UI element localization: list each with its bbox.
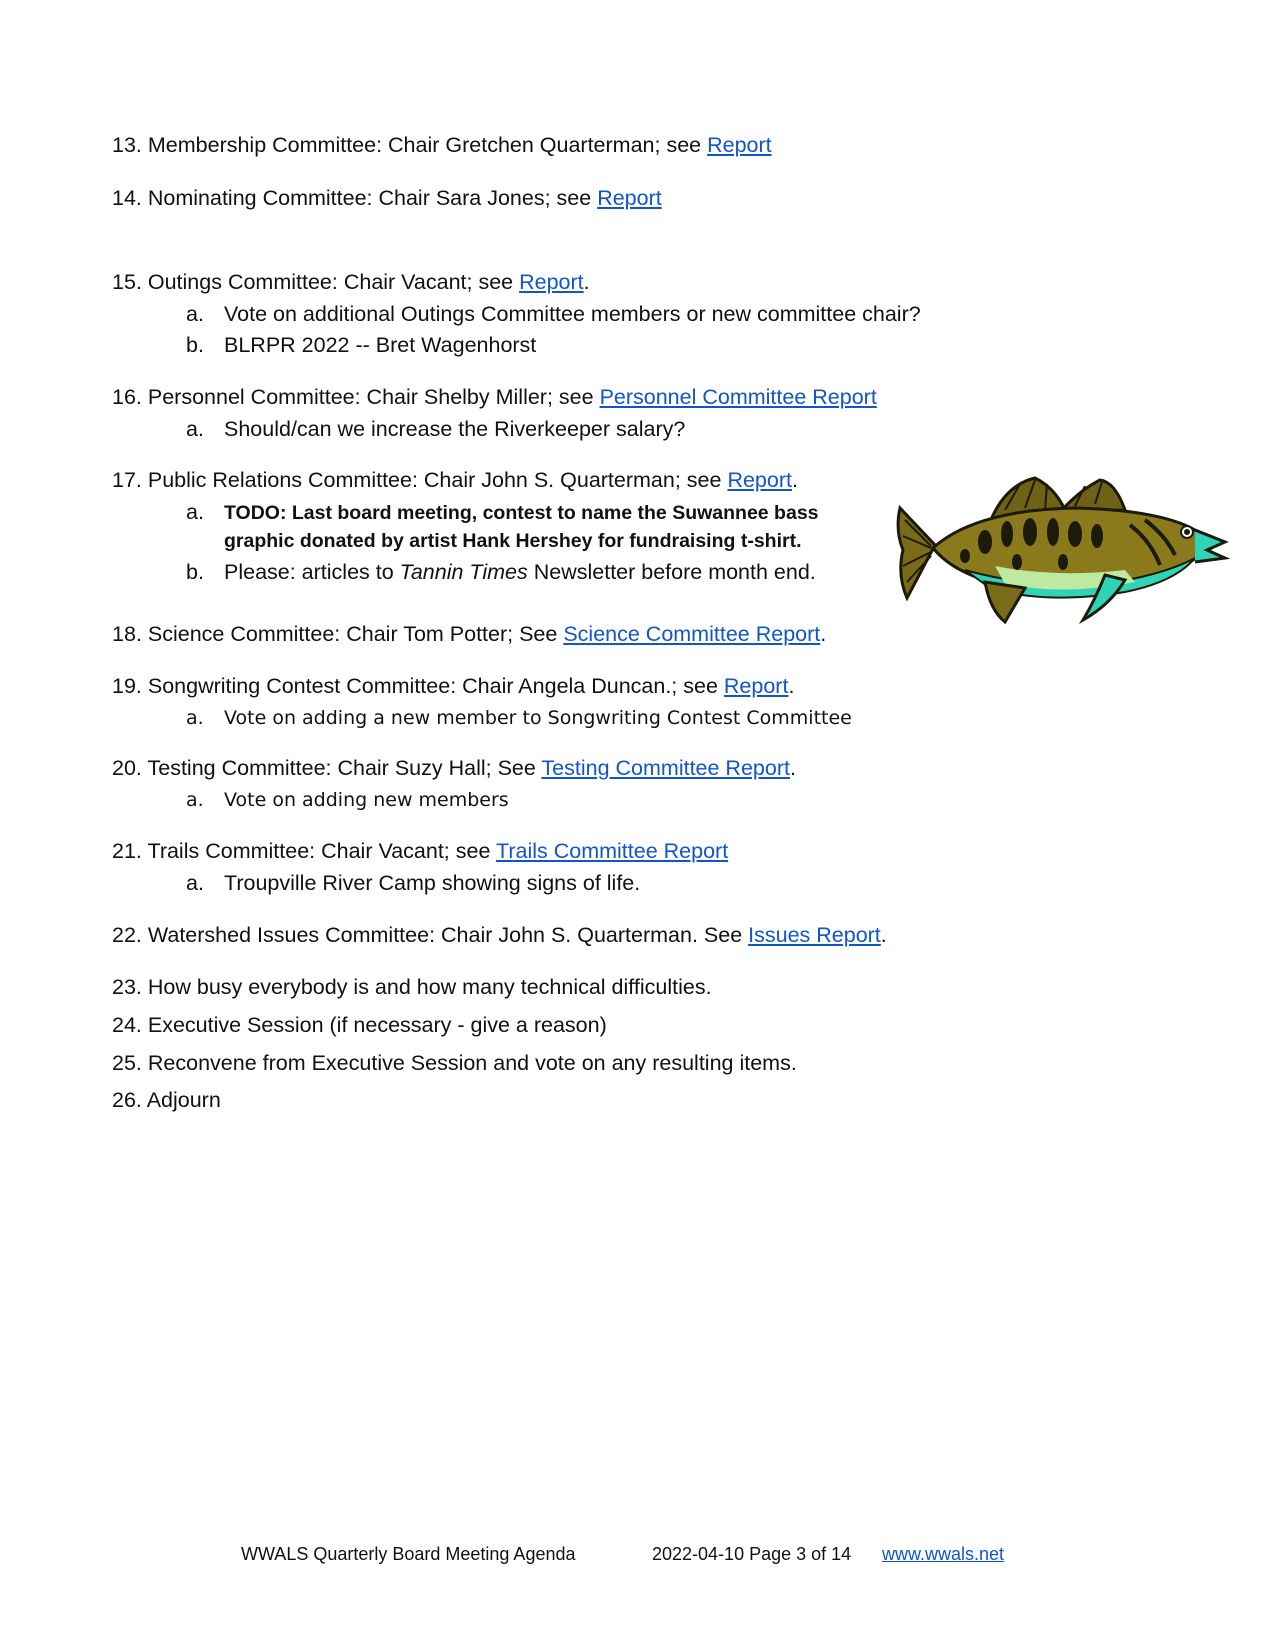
item-text: How busy everybody is and how many technical difficulties.: [147, 975, 712, 999]
personnel-report-link[interactable]: Personnel Committee Report: [599, 385, 877, 409]
sub-letter: a.: [186, 789, 204, 811]
item-number: 16.: [112, 385, 142, 409]
item-number: 15.: [112, 270, 142, 294]
item-text: Reconvene from Executive Session and vote on any resulting items.: [147, 1051, 797, 1075]
item-text: Membership Committee: Chair Gretchen Quarterman; see: [147, 133, 708, 157]
item-text: Watershed Issues Committee: Chair John S. Quarterman. See: [147, 923, 749, 947]
item-number: 13.: [112, 133, 142, 157]
issues-report-link[interactable]: Issues Report: [748, 923, 881, 947]
sub-letter: a.: [186, 417, 204, 441]
item-number: 20.: [112, 756, 142, 780]
item-number: 19.: [112, 674, 142, 698]
item-text: Science Committee: Chair Tom Potter; See: [147, 622, 564, 646]
item-text: Testing Committee: Chair Suzy Hall; See: [147, 756, 542, 780]
item-text: Trails Committee: Chair Vacant; see: [147, 839, 496, 863]
agenda-item-24: [112, 1012, 607, 1038]
trails-report-link[interactable]: Trails Committee Report: [496, 839, 729, 863]
sub-text: Should/can we increase the Riverkeeper salary?: [224, 417, 686, 441]
footer-website-link[interactable]: www.wwals.net: [882, 1544, 1005, 1564]
testing-report-link[interactable]: Testing Committee Report: [541, 756, 790, 780]
item-text: Nominating Committee: Chair Sara Jones; see: [147, 186, 598, 210]
item-punct: .: [791, 468, 798, 492]
agenda-item-20: [112, 755, 796, 781]
science-report-link[interactable]: Science Committee Report: [563, 622, 821, 646]
item-text: Public Relations Committee: Chair John S. Quarterman; see: [147, 468, 728, 492]
sub-letter: a.: [186, 500, 204, 524]
agenda-item-16: [112, 384, 877, 410]
report-link[interactable]: Report: [727, 468, 792, 492]
agenda-item-18: [112, 621, 826, 647]
agenda-item-26: [112, 1087, 221, 1113]
item-number: 26.: [112, 1088, 142, 1112]
item-number: 24.: [112, 1013, 142, 1037]
agenda-item-25: [112, 1050, 797, 1076]
agenda-item-14: [112, 185, 662, 211]
item-text: Songwriting Contest Committee: Chair Angela Duncan.; see: [147, 674, 724, 698]
sub-letter: a.: [186, 871, 204, 895]
sub-text: Vote on adding new members: [224, 789, 509, 811]
report-link[interactable]: Report: [723, 674, 789, 698]
agenda-item-15: [112, 269, 590, 295]
sub-text: TODO: Last board meeting, contest to name the Suwannee bass graphic donated by artist Hank Hershey for fundraising t-shirt.: [224, 502, 819, 552]
suwannee-bass-illustration: [895, 470, 1230, 640]
item-text: Personnel Committee: Chair Shelby Miller; see: [147, 385, 600, 409]
footer-title: WWALS Quarterly Board Meeting Agenda: [241, 1544, 576, 1564]
item-punct: .: [880, 923, 887, 947]
item-text: Adjourn: [146, 1088, 221, 1112]
sub-text: [224, 559, 816, 585]
sub-text: Vote on adding a new member to Songwriting Contest Committee: [224, 707, 852, 729]
item-number: 17.: [112, 468, 142, 492]
item-punct: .: [789, 756, 796, 780]
item-punct: .: [820, 622, 827, 646]
agenda-item-21: [112, 838, 728, 864]
report-link[interactable]: Report: [707, 133, 772, 157]
newsletter-name: Tannin Times: [399, 560, 528, 584]
agenda-item-19: [112, 673, 794, 699]
agenda-item-13: [112, 132, 772, 158]
sub-text: Vote on additional Outings Committee members or new committee chair?: [224, 302, 921, 326]
sub-text: Troupville River Camp showing signs of life.: [224, 871, 641, 895]
sub-letter: b.: [186, 333, 204, 357]
item-number: 25.: [112, 1051, 142, 1075]
item-number: 21.: [112, 839, 142, 863]
report-link[interactable]: Report: [597, 186, 662, 210]
footer-date-page: 2022-04-10 Page 3 of 14: [652, 1544, 852, 1564]
item-number: 22.: [112, 923, 142, 947]
agenda-item-23: [112, 974, 712, 1000]
sub-letter: b.: [186, 560, 204, 584]
item-text: Executive Session (if necessary - give a reason): [147, 1013, 607, 1037]
item-number: 14.: [112, 186, 142, 210]
sub-letter: a.: [186, 302, 204, 326]
item-punct: .: [788, 674, 795, 698]
item-number: 18.: [112, 622, 142, 646]
sub-text-pre: Please: articles to: [224, 560, 400, 584]
sub-text: BLRPR 2022 -- Bret Wagenhorst: [224, 333, 537, 357]
item-number: 23.: [112, 975, 142, 999]
item-text: Outings Committee: Chair Vacant; see: [147, 270, 520, 294]
item-punct: .: [583, 270, 590, 294]
sub-letter: a.: [186, 707, 204, 729]
agenda-item-22: [112, 922, 887, 948]
report-link[interactable]: Report: [519, 270, 584, 294]
sub-text-post: Newsletter before month end.: [527, 560, 816, 584]
agenda-item-17: [112, 467, 798, 493]
